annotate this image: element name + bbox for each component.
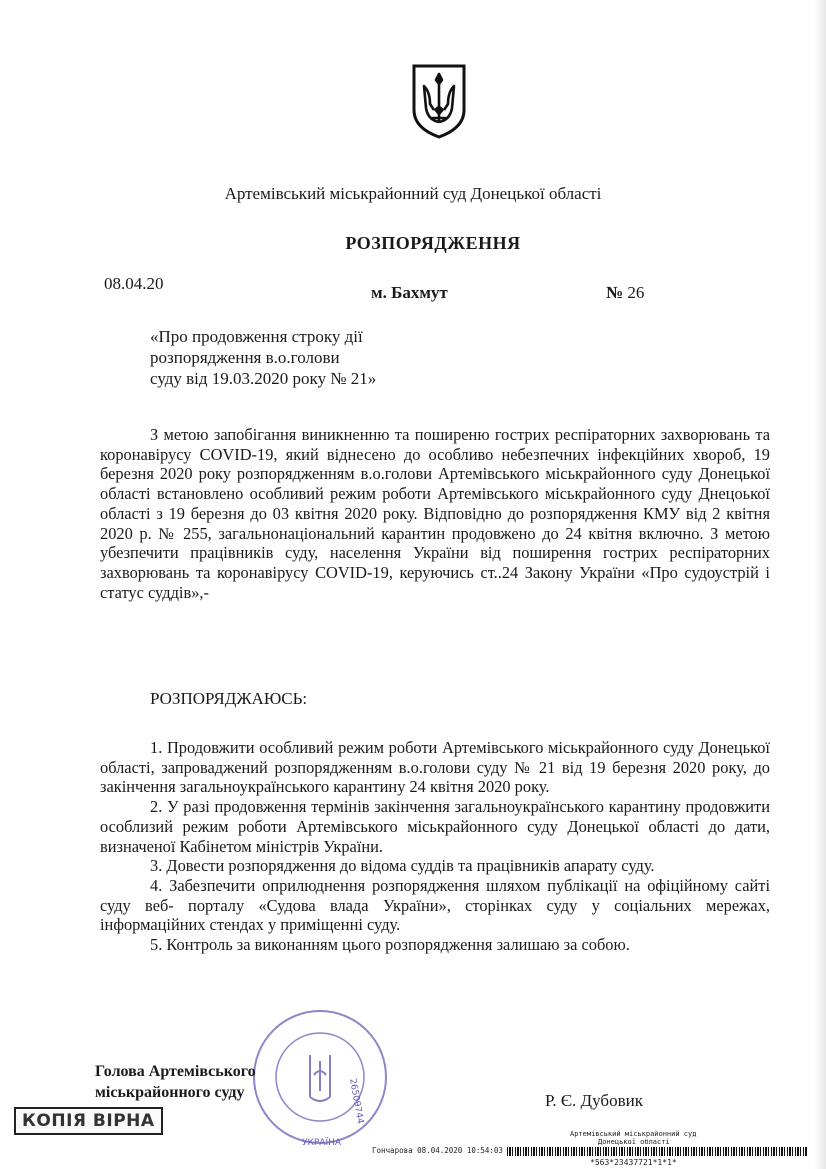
document-subject	[150, 326, 376, 389]
order-item: 3. Довести розпорядження до відома суддів та працівників апарату суду.	[150, 856, 655, 876]
footer-court: Артемівський міськрайонний суд	[570, 1130, 697, 1138]
footer-clerk: Гончарова	[372, 1146, 413, 1155]
footer-timestamp: 08.04.2020 10:54:03	[417, 1146, 503, 1155]
number-value: 26	[623, 283, 645, 302]
order-item: 2. У разі продовження термінів закінчення загальноукраїнського карантину продовжити особлизий режим роботи Артемівського міськрайонного суду Донецької області до дати, визначеної Кабінетом міністрів України.	[100, 797, 770, 856]
document-number	[606, 283, 644, 303]
document-city: м. Бахмут	[371, 283, 448, 302]
footer-region: Донецької області	[598, 1138, 670, 1146]
court-seal	[230, 1005, 410, 1155]
position-line: Голова Артемівського	[95, 1063, 256, 1080]
preamble	[100, 425, 770, 602]
seal-code: 26509744	[347, 1077, 365, 1125]
footer-code: *563*23437721*1*1*	[590, 1158, 677, 1167]
document-title: РОЗПОРЯДЖЕННЯ	[345, 233, 521, 253]
page-edge	[814, 0, 826, 1169]
order-item: 1. Продовжити особливий режим роботи Артемівського міськрайонного суду Донецької області, запроваджений розпорядженням в.о.голови суду № 21 від 19 березня 2020 року, до закінчення загальноукраїнського карантину 24 квітня 2020 року.	[100, 738, 770, 797]
barcode-icon	[507, 1147, 807, 1156]
order-item: 5. Контроль за виконанням цього розпорядження залишаю за собою.	[150, 935, 630, 955]
order-word: РОЗПОРЯДЖАЮСЬ:	[150, 689, 308, 708]
order-item: 4. Забезпечити оприлюднення розпорядження шляхом публікації на офіційному сайті суду веб- порталу «Судова влада України», сторінках суду у соціальних мережах, інформаційних стендах у приміщенні суду.	[100, 875, 770, 935]
position-line: міськрайонного суду	[95, 1084, 245, 1101]
order-items	[100, 738, 770, 955]
coat-of-arms-icon	[410, 62, 468, 140]
subject-line: розпорядження в.о.голови	[150, 348, 340, 367]
signatory-name: Р. Є. Дубовик	[545, 1091, 643, 1110]
subject-line: суду від 19.03.2020 року № 21»	[150, 369, 377, 388]
preamble-paragraph: З метою запобігання виникненню та поширеню гострих респіраторних захворювань та коронавірусу COVID-19, який віднесено до особливо небезпечних інфекційних хвороб, 19 березня 2020 року розпорядженням в.о.голови Артемівського міськрайонного суду Донецької області встановлено особливий режим роботи Артемівського міськрайонного суду Днецоької області з 19 березня до 03 квітня 2020 року. Відповідно до розпорядження КМУ від 2 квітня 2020 р. № 255, загальнонаціональний карантин продовжено до 24 квітня включно. З метою убезпечити працівників суду, населення України від поширення гострих респіраторних захворювань та коронавірусу COVID-19, керуючись ст..24 Закону України «Про судоустрій і статус суддів»,-	[100, 425, 770, 602]
copy-stamp: КОПІЯ ВІРНА	[14, 1107, 163, 1135]
document-date: 08.04.20	[104, 274, 164, 293]
seal-bottom-text: УКРАЇНА	[302, 1138, 342, 1148]
court-name: Артемівський міськрайонний суд Донецької області	[224, 184, 602, 203]
number-sign: №	[606, 283, 624, 302]
signature-position	[95, 1061, 256, 1103]
subject-line: «Про продовження строку дії	[150, 327, 363, 346]
